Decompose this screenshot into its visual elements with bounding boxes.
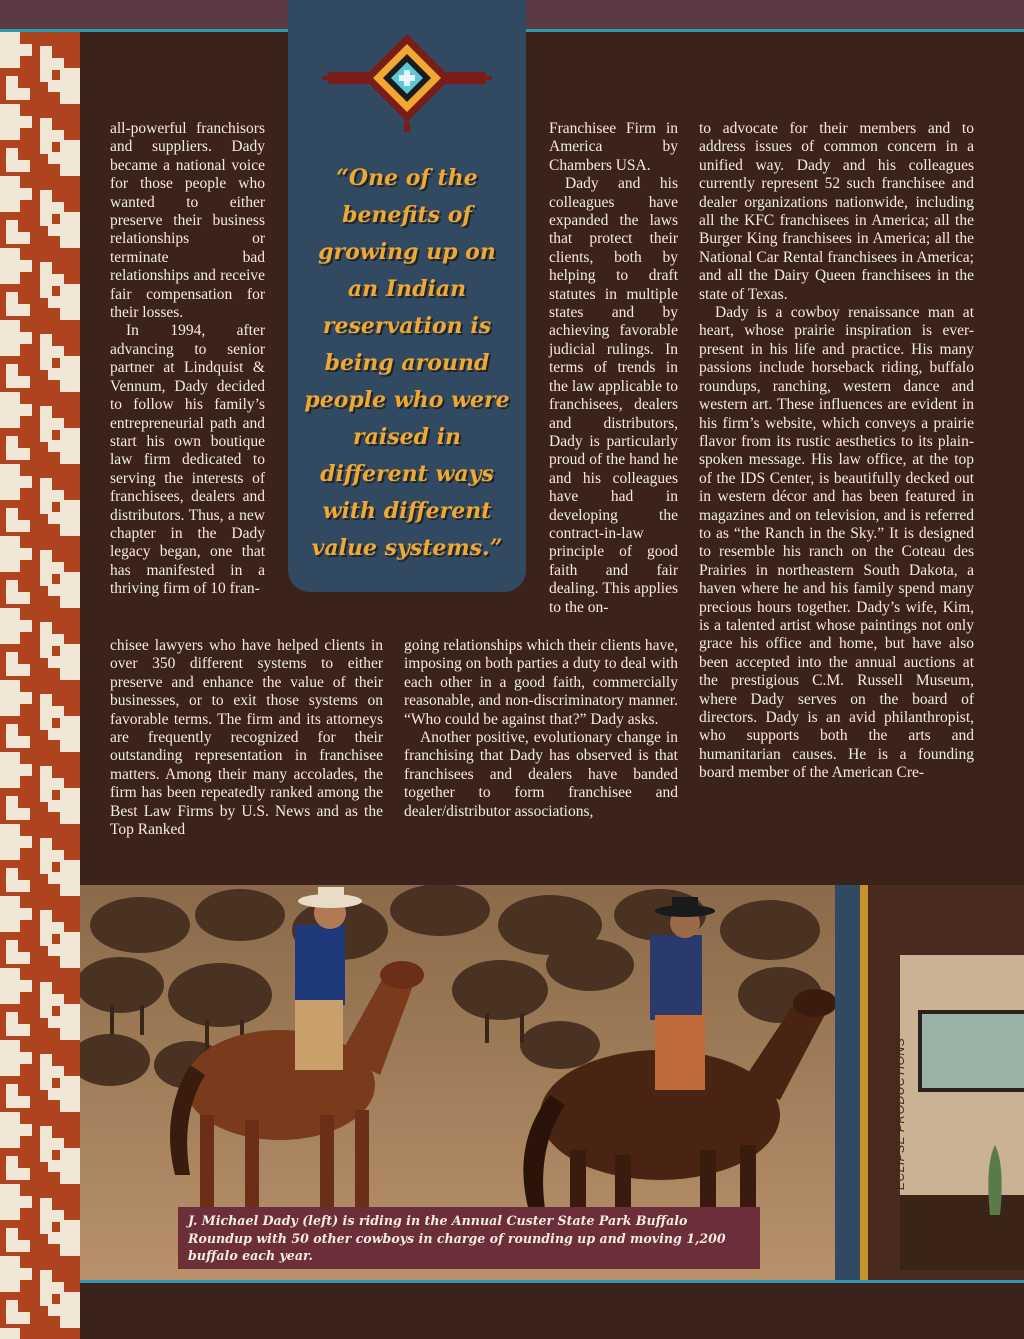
article-column-1-top [110,120,265,599]
article-column-2-bottom [404,637,678,821]
article-column-3 [699,120,974,783]
paragraph: going relationships which their clients have, imposing on both parties a duty to deal with each other in a good faith, commercially reasonable, and non-discriminatory manner. “Who could be against that?” Dady asks. [404,637,678,728]
native-pattern-border [0,32,80,1339]
photo-credit: ECLIPSE PRODUCTIONS [893,1037,907,1190]
paragraph: Dady is a cowboy renaissance man at heart, whose prairie inspiration is ever-present in his life and practice. His many passions include horseback riding, buffalo roundups, ranching, western dance and western art. These influences are evident in his firm’s website, which conveys a prairie flavor from its rustic aesthetics to its plain-spoken message. His law office, at the top of the IDS Center, is beautifully decked out in western décor and has been featured in magazines and on television, and is referred to as “the Ranch in the Sky.” It is designed to resemble his ranch on the Coteau des Prairies in northeastern South Dakota, a haven where he and his family spend many precious hours together. Dady’s wife, Kim, is a talented artist whose paintings not only grace his office and home, but have also been accepted into the annual auctions at the prestigious C.M. Russell Museum, where Dady serves on the board of directors. Dady is an avid philanthropist, who supports both the arts and humanitarian causes. He is a founding board member of the American Cre- [699,304,974,782]
paragraph: Franchisee Firm in America by Chambers USA. [549,120,678,174]
diamond-emblem-icon [288,0,526,140]
paragraph: to advocate for their members and to address issues of common concern in a unified way. Dady and his colleagues currently represent 52 such franchisee and dealer organizations nationwide, including all the KFC franchisees in America; all the Burger King franchisees in America; all the National Car Rental franchisees in America; and all the Dairy Queen franchisees in the state of Texas. [699,120,974,303]
paragraph: all-powerful franchisors and suppliers. Dady became a national voice for those people who wanted to either preserve their business relationships or terminate bad relationships and receive fair compensation for their losses. [110,120,265,322]
pull-quote: “One of the benefits of growing up on an Indian reservation is being around people who were raised in different ways with different value systems.” [304,165,510,561]
paragraph: chisee lawyers who have helped clients in over 350 different systems to either preserve and enhance the value of their businesses, or to exit those systems on favorable terms. The firm and its attorneys are frequently recognized for their outstanding representation in franchisee matters. Among their many accolades, the firm has been repeatedly ranked among the Best Law Firms by U.S. News and as the Top Ranked [110,637,383,839]
paragraph: Dady and his colleagues have expanded the laws that protect their clients, both by helping to draft statutes in multiple states and by achieving favorable judicial rulings. In terms of trends in the law applicable to franchisees, dealers and distributors, Dady is particularly proud of the hand he and his colleagues have had in developing the contract-in-law principle of good faith and fair dealing. This applies to the on- [549,175,678,616]
article-column-1-bottom [110,637,383,839]
paragraph: In 1994, after advancing to senior partner at Lindquist & Vennum, Dady decided to follow his family’s entrepreneurial path and start his own boutique law firm dedicated to serving the interests of franchisees, dealers and distributors. Thus, a new chapter in the Dady legacy began, one that has manifested in a thriving firm of 10 fran- [110,322,265,598]
article-column-2-top [549,120,678,617]
photo-caption: J. Michael Dady (left) is riding in the Annual Custer State Park Buffalo Roundup with 50 other cowboys in charge of rounding up and moving 1,200 buffalo each year. [178,1207,760,1269]
bottom-accent-rule [80,1280,1024,1283]
paragraph: Another positive, evolutionary change in franchising that Dady has observed is that franchisees and dealers have banded together to form franchisee and dealer/distributor associations, [404,729,678,820]
